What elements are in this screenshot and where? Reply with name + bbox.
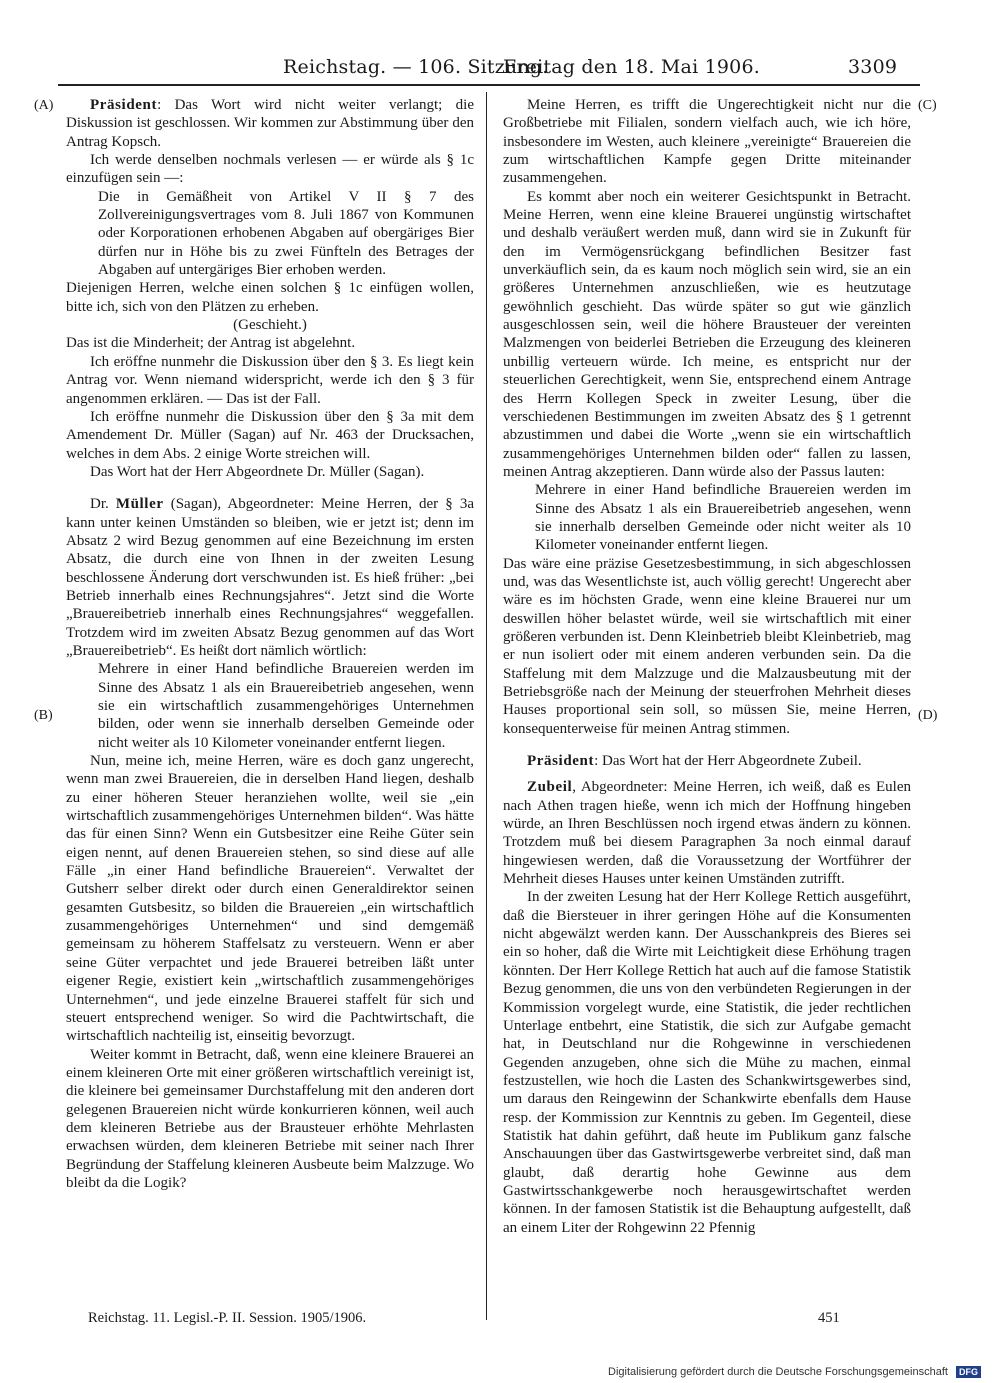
paragraph: Ich werde denselben nochmals verlesen — er würde als § 1c einzufügen sein —: [66, 152, 474, 187]
right-column [503, 96, 911, 1237]
margin-mark-b: (B) [34, 708, 53, 723]
paragraph: Meine Herren, es trifft die Ungerechtigkeit nicht nur die Großbetriebe mit Filialen, sondern vielfach auch, wie ich höre, insbesondere im Westen, auch kleinere „vereinigte“ Brauereien die zum wirtschaftlichen Kampfe gegen Dritte miteinander zusammengehen. [503, 97, 911, 187]
paragraph: In der zweiten Lesung hat der Herr Kollege Rettich ausgeführt, daß die Biersteuer in ihrer geringen Höhe auf die Konsumenten nicht abgewälzt werden kann. Der Ausschankpreis des Bieres sei ein so hoher, daß die Wirte mit Leichtigkeit diese Erhöhung tragen könnten. Der Herr Kollege Rettich hat auch auf die famose Statistik Bezug genommen, die uns von den verbündeten Regierungen in der Kommission vorgelegt wurde, eine Statistik, die jeder rechtlichen Unterlage entbehrt, eine Statistik, die sich zur Aufgabe gemacht hat, in Deutschland nur die Rohgewinne in verschiedenen Gegenden anzugeben, ohne sich die Mühe zu machen, einmal festzustellen, wie hoch die Lasten des Schankwirtsgewerbes sind, um daraus den Reingewinn der Schankwirte ebenfalls dem Hause resp. der Kommission zur Kenntnis zu geben. Im Gegenteil, diese Statistik hat dahin geführt, daß heute im Publikum ganz falsche Anschauungen über das Gastwirtsgewerbe verbreitet sind, daß man glaubt, daß derartig hohe Gewinne aus dem Gastwirtsschankgewerbe noch herausgewirtschaftet werden können. In der famosen Statistik ist die Behauptung aufgestellt, daß an einem Liter der Rohgewinn 22 Pfennig [503, 889, 911, 1236]
dfg-logo: DFG [956, 1366, 981, 1378]
running-header-date: Freitag den 18. Mai 1906. [503, 56, 760, 78]
paragraph: Das wäre eine präzise Gesetzesbestimmung, in sich abgeschlossen und, was das Wesentlichste ist, auch völlig gerecht! Ungerecht aber wäre es im höchsten Grade, wenn eine kleine Brauerei nur um deswillen höher belastet würde, weil sie wirtschaftlich mit einer größeren verbunden ist. Denn Kleinbetrieb bleibt Kleinbetrieb, mag er nun isoliert oder mit einem anderen verbunden sein. Da die Staffelung mit dem Malzzuge und die Malzausbeutung mit der Betriebsgröße nach der Meinung der steuerfrohen Mehrheit dieses Hauses proportional sein soll, so müssen Sie, meine Herren, konsequenterweise für meinen Antrag stimmen. [503, 555, 911, 737]
speaker-name: Zubeil [527, 779, 573, 796]
speaker-name: Präsident [90, 97, 158, 113]
quoted-law-text: Mehrere in einer Hand befindliche Brauereien werden im Sinne des Absatz 1 als ein Brauereibetrieb angesehen, wenn sie innerhalb derselben Gemeinde oder nicht weiter als 10 Kilometer voneinander entfernt liegen. [535, 482, 911, 554]
column-divider [486, 92, 487, 1320]
paragraph: Das Wort hat der Herr Abgeordnete Dr. Müller (Sagan). [90, 463, 425, 480]
margin-mark-d: (D) [918, 708, 938, 723]
paragraph: Nun, meine ich, meine Herren, wäre es doch ganz ungerecht, wenn man zwei Brauereien, die in derselben Hand liegen, deshalb zu einer höheren Steuer heranziehen wollte, weil sie „ein wirtschaftlich zusammengehöriges Unternehmen bilden“. Was hätte das für einen Sinn? Wenn ein Gutsbesitzer eine Reihe Güter sein eigen nennt, auf denen Brauereien stehen, so sind diese auf alle Fälle „in einer Hand befindliche Brauereien“. Verwaltet der Gutsherr selber direkt oder durch einen Generaldirektor seinen gesamten Gutsbesitz, so bilden die Brauereien „ein wirtschaftlich zusammengehöriges Unternehmen“ und sind demgemäß gemeinsam zu höherem Staffelsatz zu versteuern. Wenn er aber seine Güter verpachtet und jede Brauerei betreiben läßt unter eigener Regie, existiert kein „wirtschaftlich zusammengehöriges Unternehmen“, und jede einzelne Brauerei staffelt für sich und steuert entsprechend weniger. So wird die Pachtwirtschaft, die wirtschaftlich nachteilig ist, einseitig bevorzugt. [66, 753, 474, 1045]
quoted-law-text: Mehrere in einer Hand befindliche Brauereien werden im Sinne des Absatz 1 als ein Brauereibetrieb angesehen, wenn sie ein wirtschaftlich zusammengehöriges Unternehmen bilden, oder wenn sie innerhalb derselben Gemeinde oder nicht weiter als 10 Kilometer voneinander entfernt liegen. [98, 661, 474, 751]
footer-sheet-number: 451 [818, 1310, 840, 1326]
left-column [66, 96, 474, 1192]
footer-session-info: Reichstag. 11. Legisl.-P. II. Session. 1905/1906. [88, 1310, 367, 1326]
speech-zubeil: Zubeil, Abgeordneter: Meine Herren, ich weiß, daß es Eulen nach Athen tragen hieße, wenn ich mich der Hoffnung hingeben würde, an Ihren Beschlüssen noch irgend etwas ändern zu können. Trotzdem muß bei diesem Paragraphen 3a noch einmal darauf hingewiesen werden, daß die Voraussetzung der Wortführer der Mehrheit dieses Hauses unter keinen Umständen zutrifft. [503, 779, 911, 888]
paragraph: Diejenigen Herren, welche einen solchen § 1c einfügen wollen, bitte ich, sich von den Plätzen zu erheben. [66, 280, 474, 315]
margin-mark-c: (C) [918, 98, 937, 113]
running-header-left: Reichstag. — 106. Sitzung. [283, 56, 549, 78]
page-number: 3309 [848, 56, 898, 78]
paragraph: Ich eröffne nunmehr die Diskussion über den § 3. Es liegt kein Antrag vor. Wenn niemand widerspricht, werde ich den § 3 für angenommen erklären. — Das ist der Fall. [66, 353, 474, 407]
paragraph: Ich eröffne nunmehr die Diskussion über den § 3a mit dem Amendement Dr. Müller (Sagan) auf Nr. 463 der Drucksachen, welches in dem Abs. 2 einige Worte streichen will. [66, 408, 474, 462]
paragraph: Weiter kommt in Betracht, daß, wenn eine kleinere Brauerei an einem kleineren Orte mit einer größeren wirtschaftlich vereinigt ist, die kleinere bei gemeinsamer Durchstaffelung mit den anderen dort gelegenen Brauereien nicht würde konkurrieren können, weil auch dem kleineren Betriebe aus der Brausteuer erhöhte Mehrlasten erwachsen würden, dem kleineren Betriebe mit seiner nach Ihrer Begründung der Staffelung kleineren Ausbeute beim Malzzuge. Wo bleibt da die Logik? [66, 1046, 474, 1191]
speaker-name: Präsident [527, 753, 595, 770]
margin-mark-a: (A) [34, 98, 54, 113]
paragraph: Präsident: Das Wort wird nicht weiter verlangt; die Diskussion ist geschlossen. Wir kommen zur Abstimmung über den Antrag Kopsch. [66, 97, 474, 150]
credit-text: Digitalisierung gefördert durch die Deutsche Forschungsgemeinschaft [608, 1366, 948, 1378]
speaker-name: Müller [115, 496, 164, 513]
digitization-credit [608, 1366, 981, 1378]
header-rule [58, 84, 920, 86]
speech-mueller: Dr. Müller (Sagan), Abgeordneter: Meine Herren, der § 3a kann unter keinen Umständen so bleiben, wie er jetzt ist; denn im Absatz 2 wird Bezug genommen auf eine Bezeichnung im ersten Absatz, die durch eine von Ihnen in der zweiten Lesung beschlossene Änderung dort verschwunden ist. Es hieß früher: „bei Betrieb innerhalb eines Rechnungsjahres“. Jetzt sind die Worte „Brauereibetrieb innerhalb eines Rechnungsjahres“ weggefallen. Trotzdem wird im zweiten Absatz Bezug genommen auf das Wort „Brauereibetrieb“. Es heißt dort nämlich wörtlich: [66, 496, 474, 659]
paragraph: Das ist die Minderheit; der Antrag ist abgelehnt. [66, 335, 356, 352]
quoted-motion: Die in Gemäßheit von Artikel V II § 7 des Zollvereinigungsvertrages vom 8. Juli 1867 von Kommunen oder Korporationen erhobenen Abgaben auf obergäriges Bier dürfen nur in Höhe bis zu zwei Fünfteln des Betrages der Abgaben auf untergäriges Bier erhoben werden. [98, 188, 474, 279]
president-remark: Präsident: Das Wort hat der Herr Abgeordnete Zubeil. [527, 753, 862, 770]
paragraph: Es kommt aber noch ein weiterer Gesichtspunkt in Betracht. Meine Herren, wenn eine kleine Brauerei ungünstig wirtschaftet und deshalb veräußert werden muß, dann wird sie in Zukunft für den im Vermögensrückgang befindlichen Besitzer fast unverkäuflich sein, da es kaum noch möglich sein wird, sie an ein größeres Unternehmen anzuschließen, wie es heutzutage gewöhnlich geschieht. Das würde später so gut wie gänzlich ausgeschlossen sein, weil die höhere Brausteuer der vereinten Malzmengen von beiderlei Betrieben die Erzeugung des kleineren unbillig verteuern würde. Ich meine, es entspricht nur der steuerlichen Gerechtigkeit, wenn Sie, entsprechend einem Antrage des Herrn Kollegen Speck in zweiter Lesung, über die verschiedenen Bestimmungen im zweiten Absatz des § 1 getrennt abzustimmen und dabei die Worte „wenn sie ein wirtschaftlich zusammengehöriges Unternehmen bilden oder“ fallen zu lassen, meinen Antrag akzeptieren. Dann würde also der Passus lauten: [503, 188, 911, 480]
stage-direction: (Geschieht.) [233, 317, 307, 334]
